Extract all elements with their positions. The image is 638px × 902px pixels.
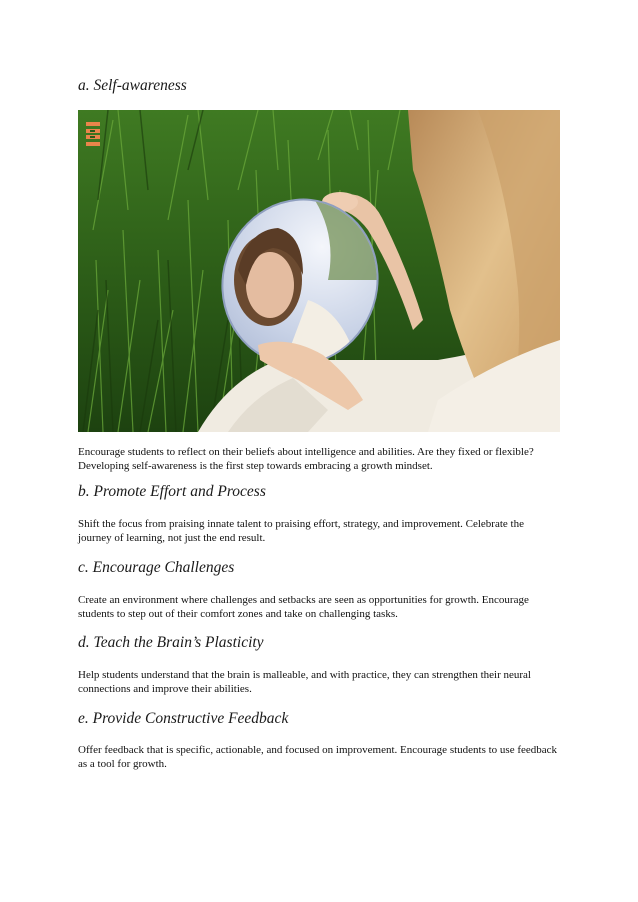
woman-with-mirror-image <box>78 110 560 432</box>
section-text-brain-plasticity: Help students understand that the brain is malleable, and with practice, they can strengthen their neural connections and improve their abilities. <box>78 669 531 695</box>
section-text-self-awareness: Encourage students to reflect on their beliefs about intelligence and abilities. Are they fixed or flexible? Developing self-awareness is the first step towards embracing a growth mindset. <box>78 446 534 472</box>
section-heading-brain-plasticity: d. Teach the Brain’s Plasticity <box>78 634 264 651</box>
section-text-constructive-feedback: Offer feedback that is specific, actionable, and focused on improvement. Encourage students to use feedback as a tool for growth. <box>78 744 558 770</box>
section-heading-promote-effort: b. Promote Effort and Process <box>78 483 266 500</box>
section-heading-encourage-challenges: c. Encourage Challenges <box>78 559 235 576</box>
section-text-promote-effort: Shift the focus from praising innate talent to praising effort, strategy, and improvement. Celebrate the journey of learning, not just the end result. <box>78 518 524 544</box>
section-heading-self-awareness: a. Self-awareness <box>78 77 187 94</box>
section-heading-constructive-feedback: e. Provide Constructive Feedback <box>78 710 289 727</box>
section-text-encourage-challenges: Create an environment where challenges and setbacks are seen as opportunities for growth. Encourage students to step out of their comfort zones and take on challenging tasks. <box>78 594 529 620</box>
mirror-photo <box>78 110 560 432</box>
brand-logo-icon <box>86 122 100 144</box>
